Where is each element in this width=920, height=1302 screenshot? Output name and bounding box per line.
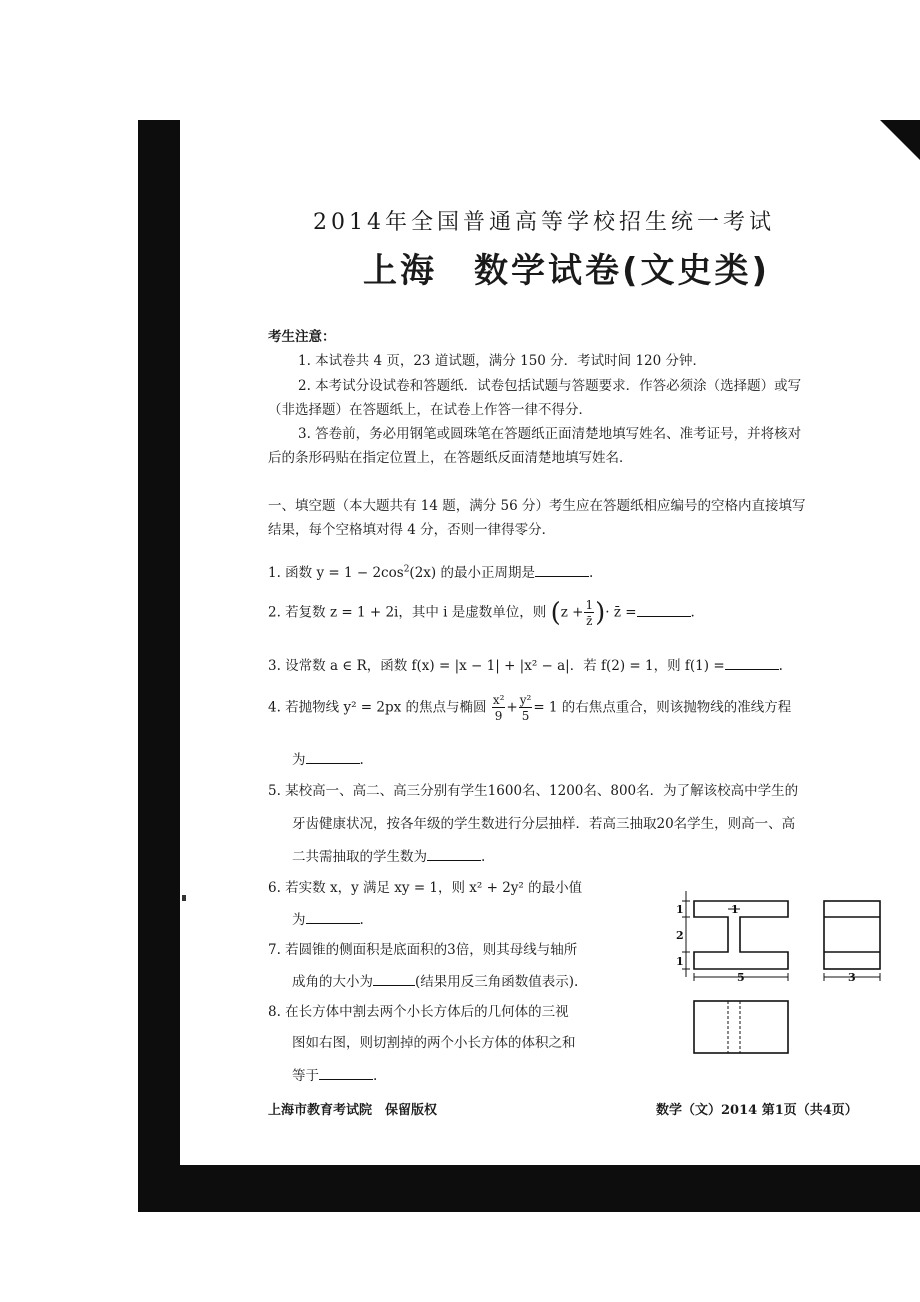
question-7-cont: 成角的大小为 (结果用反三角函数值表示). bbox=[292, 974, 579, 990]
scan-speck bbox=[182, 895, 186, 901]
side-view bbox=[824, 901, 880, 969]
notice-item: 1. 本试卷共 4 页，23 道试题，满分 150 分．考试时间 120 分钟． bbox=[298, 353, 707, 369]
question-6: 6. 若实数 x，y 满足 xy = 1，则 x² + 2y² 的最小值 bbox=[268, 880, 583, 896]
answer-blank bbox=[535, 564, 589, 577]
dim-label: 5 bbox=[737, 971, 745, 984]
question-4: 4. 若抛物线 y² = 2px 的焦点与椭圆 $\frac{\text{x²}}{9}$ + $\frac{\text{y²}}{5}$ = 1 的右焦点重合，则该抛物线的准线方程 bbox=[268, 693, 792, 723]
dim-label: 2 bbox=[676, 929, 684, 942]
dim-label: 1 bbox=[676, 955, 684, 968]
paper-title: 上海 数学试卷(文史类) bbox=[363, 251, 771, 291]
exam-title: 2014年全国普通高等学校招生统一考试 bbox=[313, 210, 775, 235]
front-view bbox=[694, 901, 788, 969]
answer-blank bbox=[306, 751, 360, 764]
question-4-cont: 为 . bbox=[292, 752, 364, 768]
answer-blank bbox=[427, 848, 481, 861]
section-heading-cont: 结果，每个空格填对得 4 分，否则一律得零分． bbox=[268, 522, 556, 538]
footer-left: 上海市教育考试院 保留版权 bbox=[268, 1103, 438, 1118]
notice-item: 后的条形码贴在指定位置上，在答题纸反面清楚地填写姓名． bbox=[268, 450, 633, 466]
scan-corner-mark bbox=[880, 120, 920, 160]
question-8-cont: 等于 . bbox=[292, 1068, 378, 1084]
question-1: 1. 函数 $y = 1 - 2\cos^2(2x)$ 的最小正周期是 . bbox=[268, 564, 594, 581]
question-3: 3. 设常数 a ∈ R，函数 f(x) = |x − 1| + |x² − a|．若 f(2) = 1，则 f(1) = . bbox=[268, 658, 783, 674]
question-6-cont: 为 . bbox=[292, 912, 364, 928]
scan-border-bottom bbox=[138, 1165, 920, 1212]
question-8-cont: 图如右图，则切割掉的两个小长方体的体积之和 bbox=[292, 1035, 576, 1051]
dim-label: 1 bbox=[676, 903, 684, 916]
answer-blank bbox=[725, 657, 779, 670]
notice-item: 3. 答卷前，务必用钢笔或圆珠笔在答题纸正面清楚地填写姓名、准考证号，并将核对 bbox=[298, 426, 802, 442]
question-5-cont: 牙齿健康状况，按各年级的学生数进行分层抽样．若高三抽取20名学生，则高一、高 bbox=[292, 816, 796, 832]
answer-blank bbox=[373, 973, 415, 986]
question-5-cont: 二共需抽取的学生数为 . bbox=[292, 849, 486, 865]
three-view-figure bbox=[672, 885, 892, 1065]
answer-blank bbox=[319, 1067, 373, 1080]
notice-title: 考生注意： bbox=[268, 329, 336, 345]
question-2: 2. 若复数 z = 1 + 2i，其中 i 是虚数单位，则 (z + $\frac{1}{z̄}$ )· z̄ = . bbox=[268, 598, 695, 628]
footer-right: 数学（文）2014 第1页（共4页） bbox=[656, 1103, 858, 1118]
question-8: 8. 在长方体中割去两个小长方体后的几何体的三视 bbox=[268, 1004, 569, 1020]
dim-label: 1 bbox=[731, 903, 739, 916]
notice-item: （非选择题）在答题纸上，在试卷上作答一律不得分． bbox=[268, 402, 592, 418]
top-view bbox=[694, 1001, 788, 1053]
dim-label: 3 bbox=[848, 971, 856, 984]
question-7: 7. 若圆锥的侧面积是底面积的3倍，则其母线与轴所 bbox=[268, 942, 578, 958]
answer-blank bbox=[306, 911, 360, 924]
answer-blank bbox=[637, 604, 691, 617]
section-heading: 一、填空题（本大题共有 14 题，满分 56 分）考生应在答题纸相应编号的空格内直接填写 bbox=[268, 498, 806, 514]
scan-border-left bbox=[138, 120, 180, 1212]
question-5: 5. 某校高一、高二、高三分别有学生1600名、1200名、800名．为了解该校高中学生的 bbox=[268, 783, 799, 799]
notice-item: 2. 本考试分设试卷和答题纸．试卷包括试题与答题要求．作答必须涂（选择题）或写 bbox=[298, 378, 802, 394]
